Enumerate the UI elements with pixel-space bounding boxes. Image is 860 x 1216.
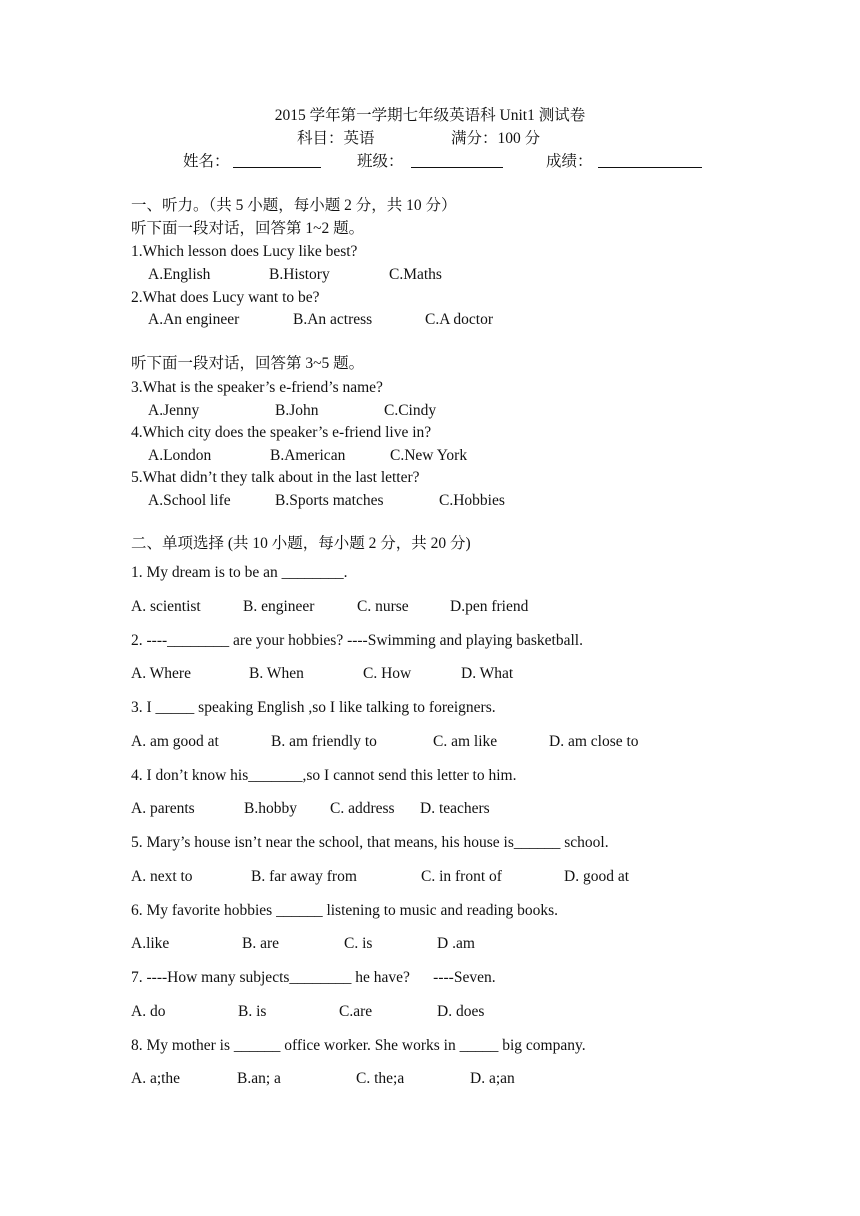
choice-q3-option-a: A. am good at — [131, 733, 219, 750]
listening-intro-2: 听下面一段对话，回答第 3~5 题。 — [131, 355, 365, 372]
listening-q4-option-c: C.New York — [390, 447, 468, 464]
class-label: 班级： — [357, 153, 404, 170]
listening-q2-option-b: B.An actress — [293, 311, 373, 328]
choice-q1-option-a: A. scientist — [131, 598, 201, 615]
listening-q5-option-a: A.School life — [148, 492, 231, 509]
class-blank[interactable] — [411, 153, 503, 168]
choice-question-7: 7. ----How many subjects________ he have? ----Seven. — [131, 969, 496, 986]
choice-q7-option-c: C.are — [339, 1003, 373, 1020]
choice-q2-option-a: A. Where — [131, 665, 191, 682]
choice-q2-option-c: C. How — [363, 665, 412, 682]
choice-q3-option-c: C. am like — [433, 733, 498, 750]
choice-question-8: 8. My mother is ______ office worker. She works in _____ big company. — [131, 1037, 586, 1054]
choice-question-6: 6. My favorite hobbies ______ listening to music and reading books. — [131, 902, 559, 919]
choice-q4-option-c: C. address — [330, 800, 395, 817]
choice-q1-option-c: C. nurse — [357, 598, 409, 615]
exam-title: 2015 学年第一学期七年级英语科 Unit1 测试卷 — [274, 107, 586, 124]
full-score-label: 满分：100 分 — [451, 130, 541, 147]
listening-q3-option-c: C.Cindy — [384, 402, 437, 419]
listening-q5-option-c: C.Hobbies — [439, 492, 505, 509]
choice-q8-option-d: D. a;an — [470, 1070, 515, 1087]
choice-q5-option-d: D. good at — [564, 868, 630, 885]
choice-q4-option-a: A. parents — [131, 800, 195, 817]
choice-q6-option-d: D .am — [437, 935, 475, 952]
listening-q5-option-b: B.Sports matches — [275, 492, 384, 509]
listening-heading: 一、听力。（共 5 小题，每小题 2 分，共 10 分） — [131, 197, 457, 214]
choice-question-5: 5. Mary’s house isn’t near the school, that means, his house is______ school. — [131, 834, 609, 851]
choice-heading: 二、单项选择 (共 10 小题，每小题 2 分，共 20 分) — [131, 535, 471, 552]
listening-q3-option-a: A.Jenny — [148, 402, 200, 419]
name-blank[interactable] — [233, 153, 321, 168]
choice-q2-option-d: D. What — [461, 665, 514, 682]
choice-question-2: 2. ----________ are your hobbies? ----Swimming and playing basketball. — [131, 632, 583, 649]
score-label: 成绩： — [546, 153, 593, 170]
choice-q4-option-b: B.hobby — [244, 800, 297, 817]
choice-question-1: 1. My dream is to be an ________. — [131, 564, 348, 581]
choice-q5-option-a: A. next to — [131, 868, 193, 885]
choice-q1-option-d: D.pen friend — [450, 598, 529, 615]
listening-question-5: 5.What didn’t they talk about in the last letter? — [131, 469, 420, 486]
listening-question-3: 3.What is the speaker’s e-friend’s name? — [131, 379, 383, 396]
listening-q2-option-c: C.A doctor — [425, 311, 494, 328]
subject-label: 科目：英语 — [297, 130, 375, 147]
listening-q1-option-a: A.English — [148, 266, 211, 283]
choice-q8-option-c: C. the;a — [356, 1070, 405, 1087]
choice-q3-option-b: B. am friendly to — [271, 733, 377, 750]
listening-q3-option-b: B.John — [275, 402, 319, 419]
choice-question-4: 4. I don’t know his_______,so I cannot send this letter to him. — [131, 767, 517, 784]
choice-q1-option-b: B. engineer — [243, 598, 315, 615]
name-label: 姓名： — [183, 153, 230, 170]
choice-q5-option-b: B. far away from — [251, 868, 357, 885]
listening-q2-option-a: A.An engineer — [148, 311, 240, 328]
choice-q6-option-b: B. are — [242, 935, 280, 952]
choice-q6-option-a: A.like — [131, 935, 170, 952]
choice-q3-option-d: D. am close to — [549, 733, 639, 750]
choice-q5-option-c: C. in front of — [421, 868, 502, 885]
listening-question-2: 2.What does Lucy want to be? — [131, 289, 320, 306]
listening-q1-option-b: B.History — [269, 266, 330, 283]
listening-q1-option-c: C.Maths — [389, 266, 442, 283]
choice-q7-option-b: B. is — [238, 1003, 267, 1020]
listening-q4-option-a: A.London — [148, 447, 212, 464]
choice-q8-option-a: A. a;the — [131, 1070, 181, 1087]
listening-question-1: 1.Which lesson does Lucy like best? — [131, 243, 358, 260]
choice-q6-option-c: C. is — [344, 935, 373, 952]
score-blank[interactable] — [598, 153, 702, 168]
listening-q4-option-b: B.American — [270, 447, 346, 464]
choice-q7-option-a: A. do — [131, 1003, 166, 1020]
listening-intro-1: 听下面一段对话，回答第 1~2 题。 — [131, 220, 365, 237]
choice-q2-option-b: B. When — [249, 665, 304, 682]
choice-question-3: 3. I _____ speaking English ,so I like talking to foreigners. — [131, 699, 496, 716]
choice-q7-option-d: D. does — [437, 1003, 485, 1020]
choice-q4-option-d: D. teachers — [420, 800, 490, 817]
choice-q8-option-b: B.an; a — [237, 1070, 281, 1087]
listening-question-4: 4.Which city does the speaker’s e-friend live in? — [131, 424, 432, 441]
